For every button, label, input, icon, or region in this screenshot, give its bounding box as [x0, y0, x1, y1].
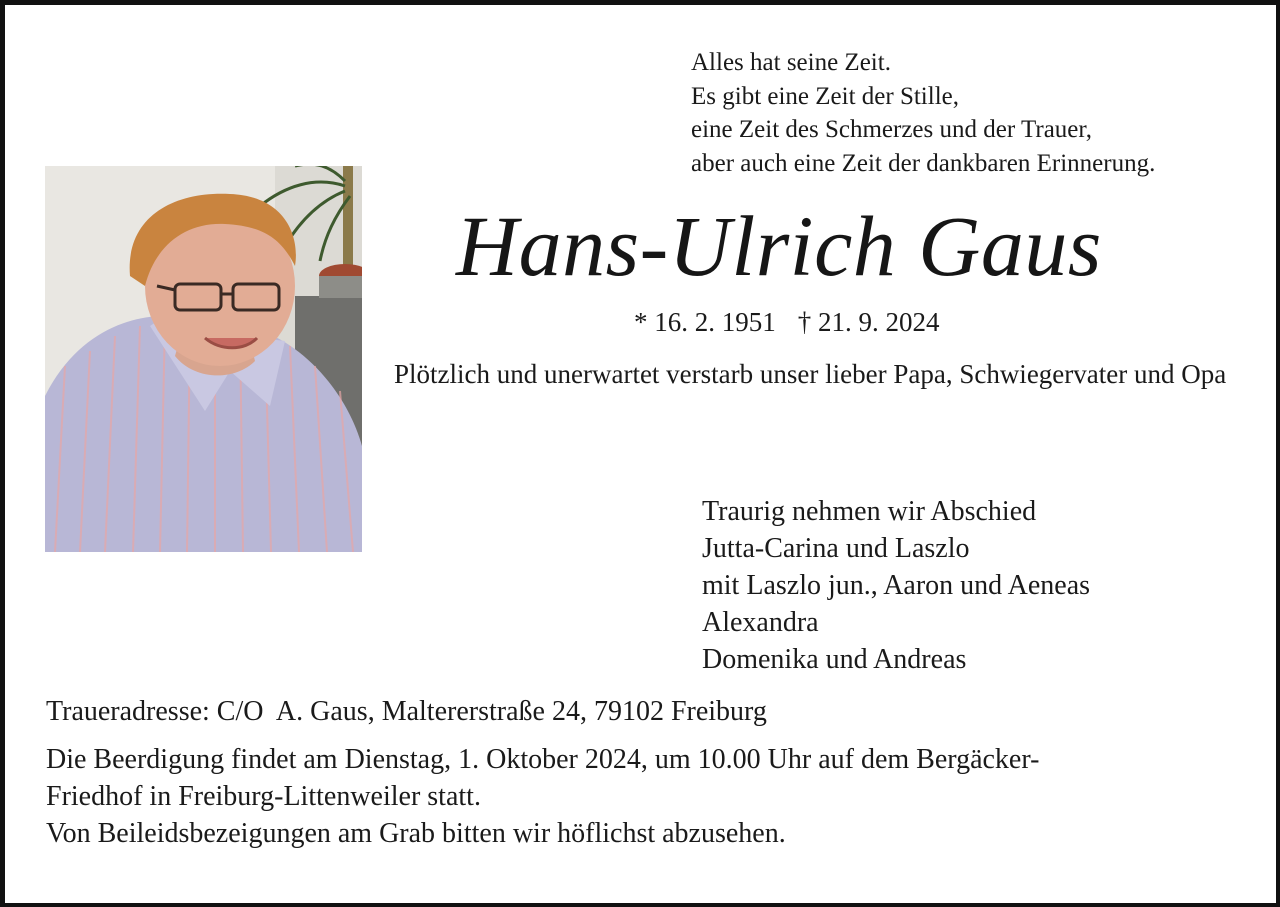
- mourning-address: Traueradresse: C/O A. Gaus, Maltererstraße 24, 79102 Freiburg: [46, 696, 767, 727]
- funeral-line: Friedhof in Freiburg-Littenweiler statt.: [46, 781, 481, 812]
- poem: [691, 46, 1251, 180]
- family-line: Traurig nehmen wir Abschied: [702, 496, 1037, 527]
- life-dates: [634, 307, 940, 338]
- poem-line: Alles hat seine Zeit.: [691, 49, 891, 76]
- funeral-line: Die Beerdigung findet am Dienstag, 1. Oktober 2024, um 10.00 Uhr auf dem Bergäcker-: [46, 744, 1040, 775]
- poem-line: eine Zeit des Schmerzes und der Trauer,: [691, 116, 1092, 143]
- death-date: † 21. 9. 2024: [797, 307, 940, 337]
- family-line: Jutta-Carina und Laszlo: [702, 533, 970, 564]
- funeral-info: [46, 741, 1246, 852]
- poem-line: aber auch eine Zeit der dankbaren Erinnerung.: [691, 149, 1156, 177]
- deceased-name: Hans-Ulrich Gaus: [456, 198, 1102, 294]
- family-line: Alexandra: [702, 607, 819, 638]
- intro-text: Plötzlich und unerwartet verstarb unser lieber Papa, Schwiegervater und Opa: [394, 359, 1227, 389]
- family-line: mit Laszlo jun., Aaron und Aeneas: [702, 570, 1091, 601]
- birth-date: * 16. 2. 1951: [634, 307, 776, 337]
- poem-line: Es gibt eine Zeit der Stille,: [691, 82, 959, 110]
- family-signatures: [702, 493, 1090, 678]
- funeral-line: Von Beileidsbezeigungen am Grab bitten wir höflichst abzusehen.: [46, 818, 786, 849]
- family-line: Domenika und Andreas: [702, 644, 967, 675]
- portrait-photo: [45, 166, 362, 552]
